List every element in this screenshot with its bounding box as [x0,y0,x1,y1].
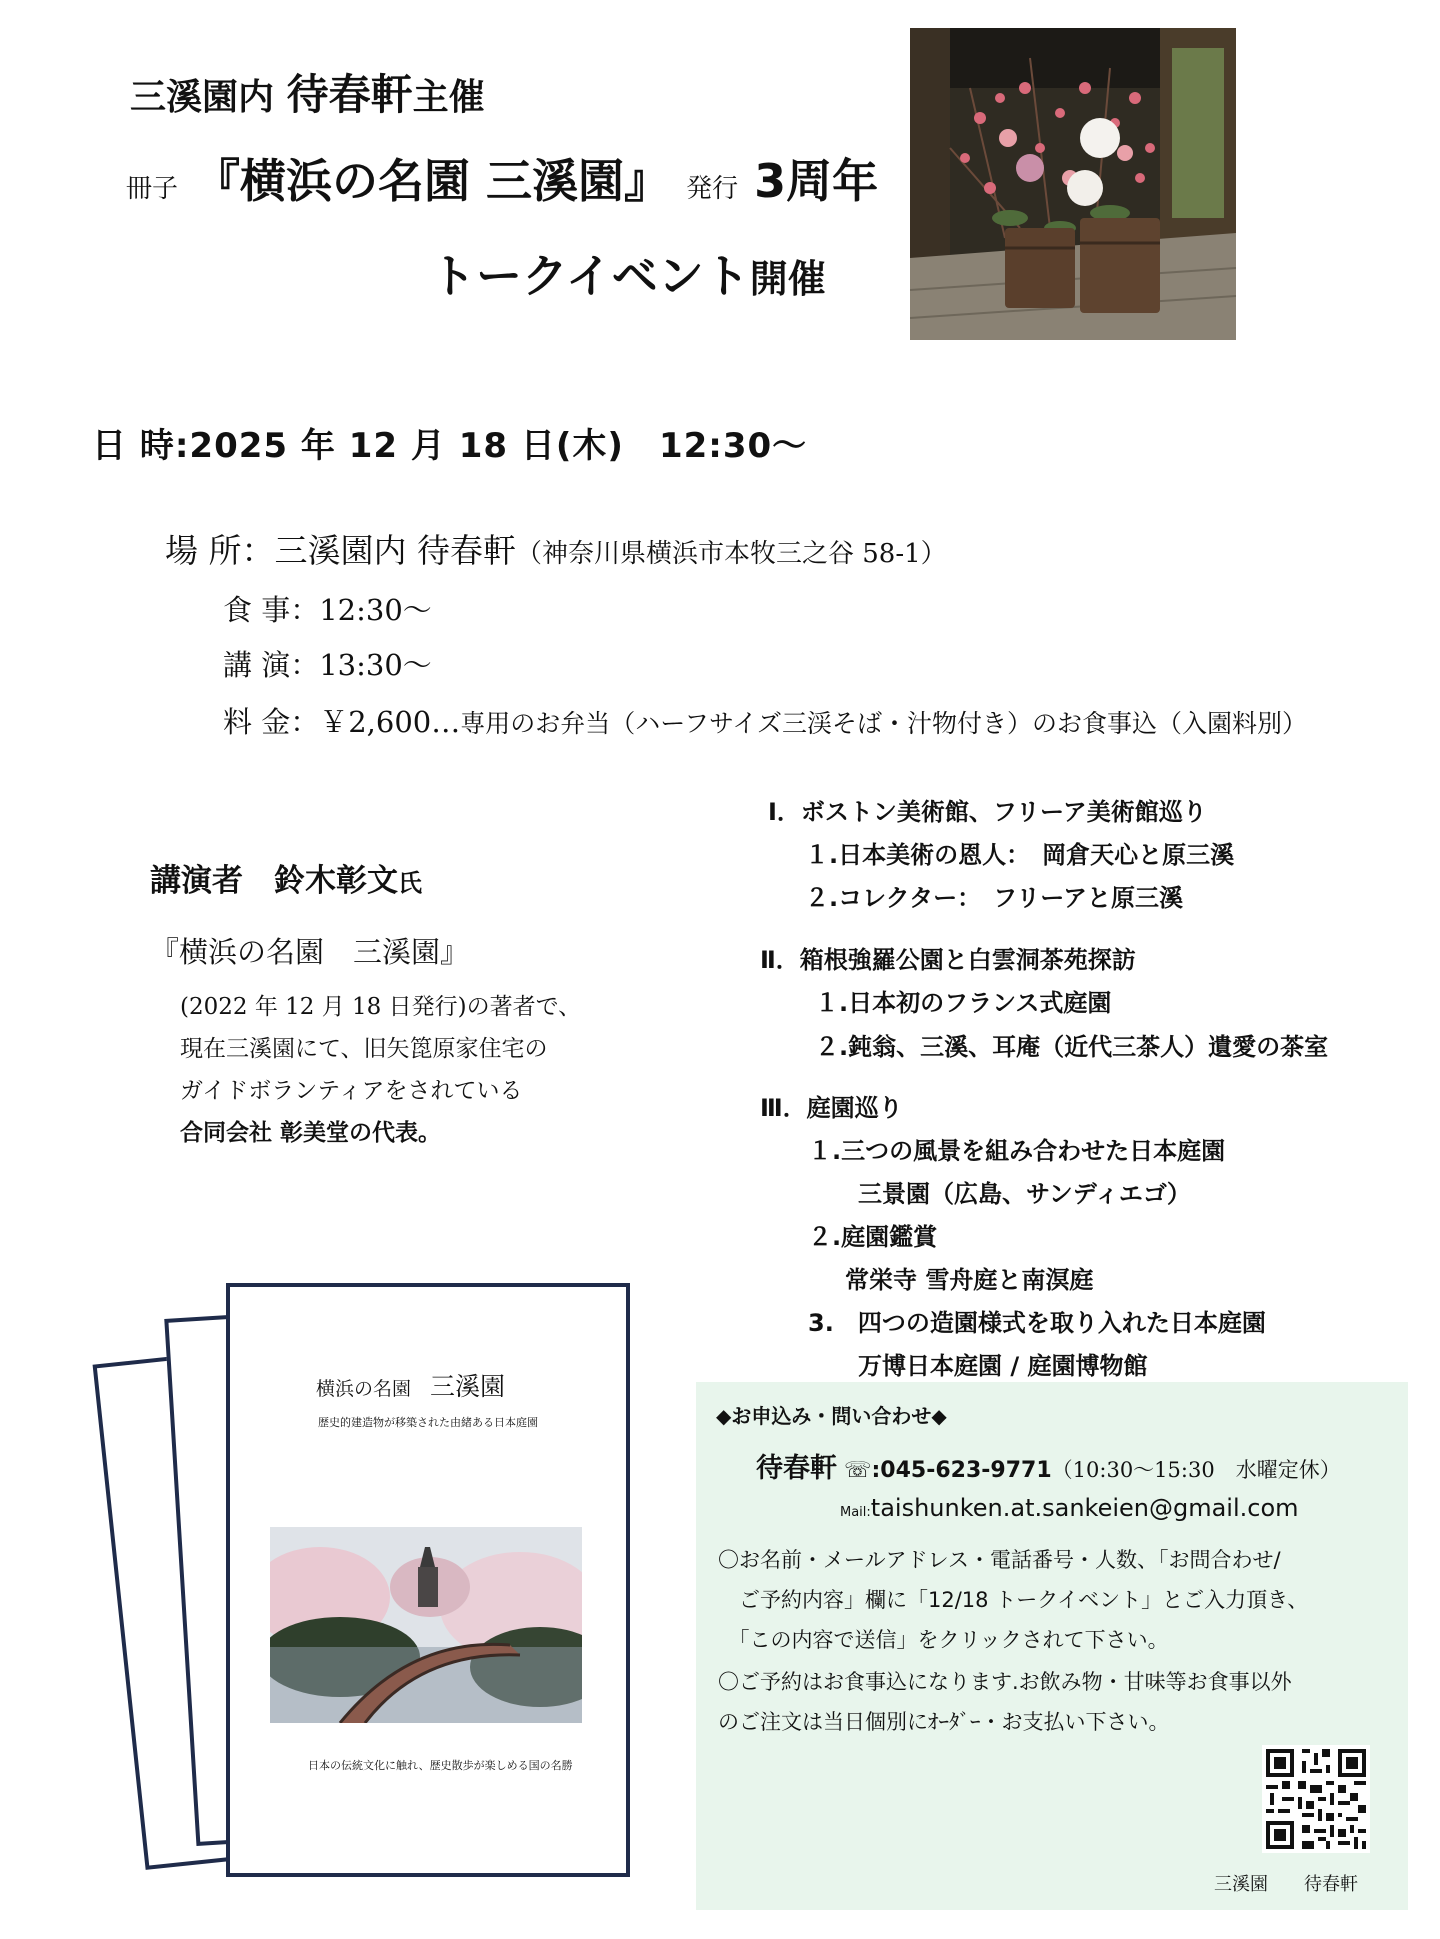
program-item: １.日本美術の恩人： 岡倉天心と原三溪 [805,841,1235,869]
venue-address: （神奈川県横浜市本牧三之谷 58-1） [515,539,947,569]
program-item: 3. 四つの造園様式を取り入れた日本庭園 [808,1309,1266,1337]
contact-name: 待春軒 [756,1453,837,1484]
speaker-book-title: 『横浜の名園 三溪園』 [150,935,470,969]
program-item-detail: 万博日本庭園 / 庭園博物館 [858,1352,1148,1380]
program-item: １.三つの風景を組み合わせた日本庭園 [808,1137,1226,1165]
event-title: トークイベント [430,249,750,303]
booklet-title-garden: 三溪園 [430,1372,506,1401]
speaker-honorific: 氏 [398,869,422,897]
booklet-cover [226,1283,630,1877]
anniversary: 3周年 [754,154,879,208]
meal-time: 食 事：12:30〜 [223,593,432,627]
booklet-footer: 日本の伝統文化に触れ、歴史散歩が楽しめる国の名勝 [308,1759,573,1772]
header-line-3 [430,240,826,306]
qr-code[interactable] [1262,1745,1370,1853]
booklet-cover-photo [270,1527,582,1723]
contact-note-line: のご注文は当日個別にｵｰﾀﾞｰ・お支払い下さい。 [718,1710,1170,1734]
contact-title: ◆お申込み・問い合わせ◆ [716,1404,947,1428]
contact-phone[interactable]: ☏:045-623-9771 [844,1458,1052,1483]
program-item: １.日本初のフランス式庭園 [815,989,1112,1017]
program-item-detail: 三景園（広島、サンディエゴ） [858,1180,1191,1208]
host-name: 待春軒 [286,70,413,119]
program-item: ２.コレクター： フリーアと原三溪 [805,884,1183,912]
mail-label: Mail: [840,1505,871,1520]
speaker-bio-line: ガイドボランティアをされている [180,1078,523,1104]
contact-email[interactable]: taishunken.at.sankeien@gmail.com [870,1494,1299,1522]
booklet-title-main: 横浜の名園 [316,1378,412,1400]
fee-note: 専用のお弁当（ハーフサイズ三渓そば・汁物付き）のお食事込（入園料別） [460,709,1308,738]
contact-hours: （10:30〜15:30 水曜定休） [1051,1458,1341,1482]
host-suffix: 主催 [412,77,485,118]
publication-label: 発行 [686,174,739,204]
program-section-2: Ⅱ．箱根強羅公園と白雲洞茶苑探訪 [760,946,1136,974]
speaker [150,855,422,900]
event-date: 日 時:2025 年 12 月 18 日(木) 12:30〜 [92,426,808,466]
contact-mail-line [840,1494,1299,1522]
speaker-bio-line: (2022 年 12 月 18 日発行)の著者で、 [180,994,582,1020]
speaker-bio-line: 現在三溪園にて、旧矢箆原家住宅の [180,1036,548,1062]
host-location: 三溪園内 [130,77,275,118]
fee-label: 料 金：￥2,600… [223,705,461,739]
contact-phone-line [756,1446,1341,1485]
speaker-name: 講演者 鈴木彰文 [150,863,398,899]
lecture-time: 講 演：13:30〜 [223,648,432,682]
program-item-detail: 常栄寺 雪舟庭と南溟庭 [845,1266,1094,1294]
booklet-title: 『横浜の名園 三溪園』 [194,154,671,208]
venue-label: 場 所：三溪園内 待春軒 [165,531,516,570]
contact-note-line: ご予約内容」欄に「12/18 トークイベント」とご入力頂き、 [718,1588,1309,1612]
header-line-1 [130,62,485,122]
program-section-3: Ⅲ．庭園巡り [760,1094,903,1122]
contact-note-line: 〇お名前・メールアドレス・電話番号・人数、「お問合わせ/ [718,1548,1281,1572]
contact-note-line: 「この内容で送信」をクリックされて下さい。 [718,1628,1169,1652]
header-line-2 [126,145,878,211]
booklet-title [316,1367,505,1403]
speaker-bio-line: 合同会社 彰美堂の代表。 [180,1120,442,1146]
contact-note-line: 〇ご予約はお食事込になります.お飲み物・甘味等お食事以外 [718,1670,1292,1694]
program-item: ２.鈍翁、三溪、耳庵（近代三茶人）遺愛の茶室 [815,1033,1329,1061]
fee [223,700,1307,741]
program-section-1: Ⅰ．ボストン美術館、フリーア美術館巡り [768,798,1207,826]
qr-caption: 三溪園 待春軒 [1214,1874,1358,1895]
flower-arrangement-photo [910,28,1236,340]
program-item: ２.庭園鑑賞 [808,1223,938,1251]
venue [165,525,947,572]
booklet-label: 冊子 [126,174,179,204]
event-suffix: 開催 [749,257,826,301]
booklet-subtitle: 歴史的建造物が移築された由緒ある日本庭園 [318,1416,538,1429]
